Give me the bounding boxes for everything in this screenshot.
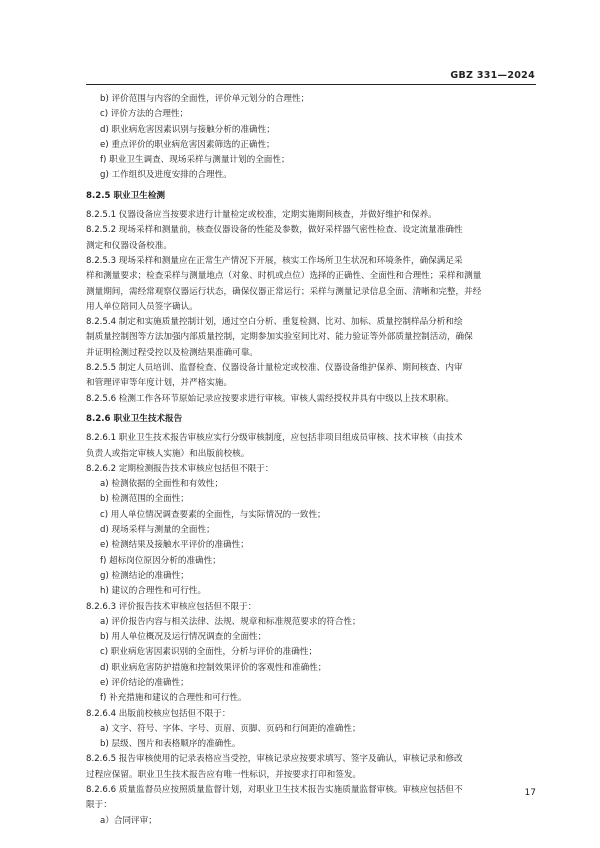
list-item: g) 检测结论的准确性； [100, 570, 189, 581]
standard-code: GBZ 331—2024 [450, 70, 535, 81]
paragraph-8-2-5-3: 8.2.5.3 现场采样和测量应在正常生产情况下开展，核实工作场所卫生状况和环境条件，确保满足采 样和测量要求；检查采样与测量地点（对象、时机或点位）选择的正确性、全面性和合理性；采样和测量 测量期间，需经常观察仪器运行状态，确保仪器正常运行；采样与测量记录信息全面、清晰和完整，并经 用人单位陪同人员签字确认。 [86, 255, 482, 312]
list-item: b) 层级、图片和表格顺序的准确性。 [100, 739, 241, 750]
list-item: c) 评价方法的合理性； [100, 109, 189, 120]
section-heading-8-2-5: 8.2.5 职业卫生检测 [86, 190, 166, 201]
list-item: b) 评价范围与内容的全面性，评价单元划分的合理性； [100, 94, 310, 104]
list-item: a) 评价报告内容与相关法律、法规、规章和标准规范要求的符合性； [100, 616, 361, 627]
list-item: c) 职业病危害因素识别的全面性，分析与评价的准确性； [100, 647, 318, 658]
paragraph-8-2-5-1: 8.2.5.1 仪器设备应当按要求进行计量检定或校准，定期实施期间核查，并做好维护和保养。 [86, 210, 437, 221]
paragraph-8-2-5-6: 8.2.5.6 检测工作各环节原始记录应按要求进行审核。审核人需经授权并具有中级以上技术职称。 [86, 393, 454, 404]
list-item: e) 评价结论的准确性； [100, 677, 189, 688]
list-item: g) 工作组织及进度安排的合理性。 [100, 170, 232, 181]
paragraph-8-2-6-2: 8.2.6.2 定期检测报告技术审核应包括但不限于： a) 检测依据的全面性和有效性； b) 检测范围的全面性； c) 用人单位情况调查要素的全面性，与实际情况的一致性； d) 现场采样与测量的全面性； e) 检测结果及接触水平评价的准确性； f) 超标岗位原因分析的准确性； g) 检测结论的准确性； h) 建议的合理性和可行性。 [86, 462, 536, 600]
paragraph-8-2-6-5: 8.2.6.5 报告审核使用的记录表格应当受控，审核记录应按要求填写、签字及确认，审核记录和修改 过程应保留。职业卫生技术报告应有唯一性标识，并按要求打印和签发。 [86, 754, 463, 780]
review-items-list [86, 92, 536, 184]
page-number: 17 [524, 788, 536, 798]
header-rule [86, 84, 536, 85]
list-item: e) 检测结果及接触水平评价的准确性； [100, 540, 249, 551]
paragraph-8-2-5-5: 8.2.5.5 制定人员培训、监督检查、仪器设备计量检定或校准、仪器设备维护保养、期间核查、内审 和管理评审等年度计划，并严格实施。 [86, 363, 463, 389]
paragraph-8-2-6-6: 8.2.6.6 质量监督员应按照质量监督计划，对职业卫生技术报告实施质量监督审核。审核应包括但不 限于： a）合同评审； [86, 783, 536, 829]
list-item: d) 职业病危害因素识别与接触分析的准确性； [100, 124, 275, 135]
document-body [86, 92, 536, 829]
list-item: h) 建议的合理性和可行性。 [100, 586, 207, 597]
paragraph-8-2-5-4: 8.2.5.4 制定和实施质量控制计划，通过空白分析、重复检测、比对、加标、质量控制样品分析和绘 制质量控制图等方法加强内部质量控制，定期参加实验室间比对、能力验证等外部质量控制活动，确保 并证明检测过程受控以及检测结果准确可靠。 [86, 317, 473, 358]
list-item: f) 职业卫生调查、现场采样与测量计划的全面性； [100, 155, 290, 166]
list-item: a）合同评审； [100, 815, 157, 826]
paragraph-8-2-6-4: 8.2.6.4 出版前校核应包括但不限于： a) 文字、符号、字体、字号、页眉、页脚、页码和行间距的准确性； b) 层级、图片和表格顺序的准确性。 [86, 707, 536, 753]
paragraph-8-2-5-2: 8.2.5.2 现场采样和测量前，核查仪器设备的性能及参数，做好采样器气密性检查、设定流量准确性 测定和仪器设备校准。 [86, 225, 463, 251]
list-item: d) 职业病危害防护措施和控制效果评价的客观性和准确性； [100, 662, 327, 673]
list-item: a) 文字、符号、字体、字号、页眉、页脚、页码和行间距的准确性； [100, 723, 361, 734]
list-item: a) 检测依据的全面性和有效性； [100, 479, 224, 490]
paragraph-8-2-6-3: 8.2.6.3 评价报告技术审核应包括但不限于： a) 评价报告内容与相关法律、法规、规章和标准规范要求的符合性； b) 用人单位概况及运行情况调查的全面性； c) 职业病危害因素识别的全面性，分析与评价的准确性； d) 职业病危害防护措施和控制效果评价的客观性和准确性； e) 评价结论的准确性； f) 补充措施和建议的合理性和可行性。 [86, 600, 536, 707]
list-item: f) 补充措施和建议的合理性和可行性。 [100, 693, 247, 704]
list-item: b) 用人单位概况及运行情况调查的全面性； [100, 632, 267, 643]
list-item: d) 现场采样与测量的全面性； [100, 525, 215, 536]
list-item: c) 用人单位情况调查要素的全面性，与实际情况的一致性； [100, 509, 326, 520]
list-item: e) 重点评价的职业病危害因素筛选的正确性； [100, 139, 275, 150]
list-item: b) 检测范围的全面性； [100, 494, 189, 505]
list-item: f) 超标岗位原因分析的准确性； [100, 555, 221, 566]
paragraph-8-2-6-1: 8.2.6.1 职业卫生技术报告审核应实行分级审核制度，应包括非项目组成员审核、技术审核（由技术 负责人或指定审核人实施）和出版前校核。 [86, 433, 463, 459]
section-heading-8-2-6: 8.2.6 职业卫生技术报告 [86, 413, 183, 424]
